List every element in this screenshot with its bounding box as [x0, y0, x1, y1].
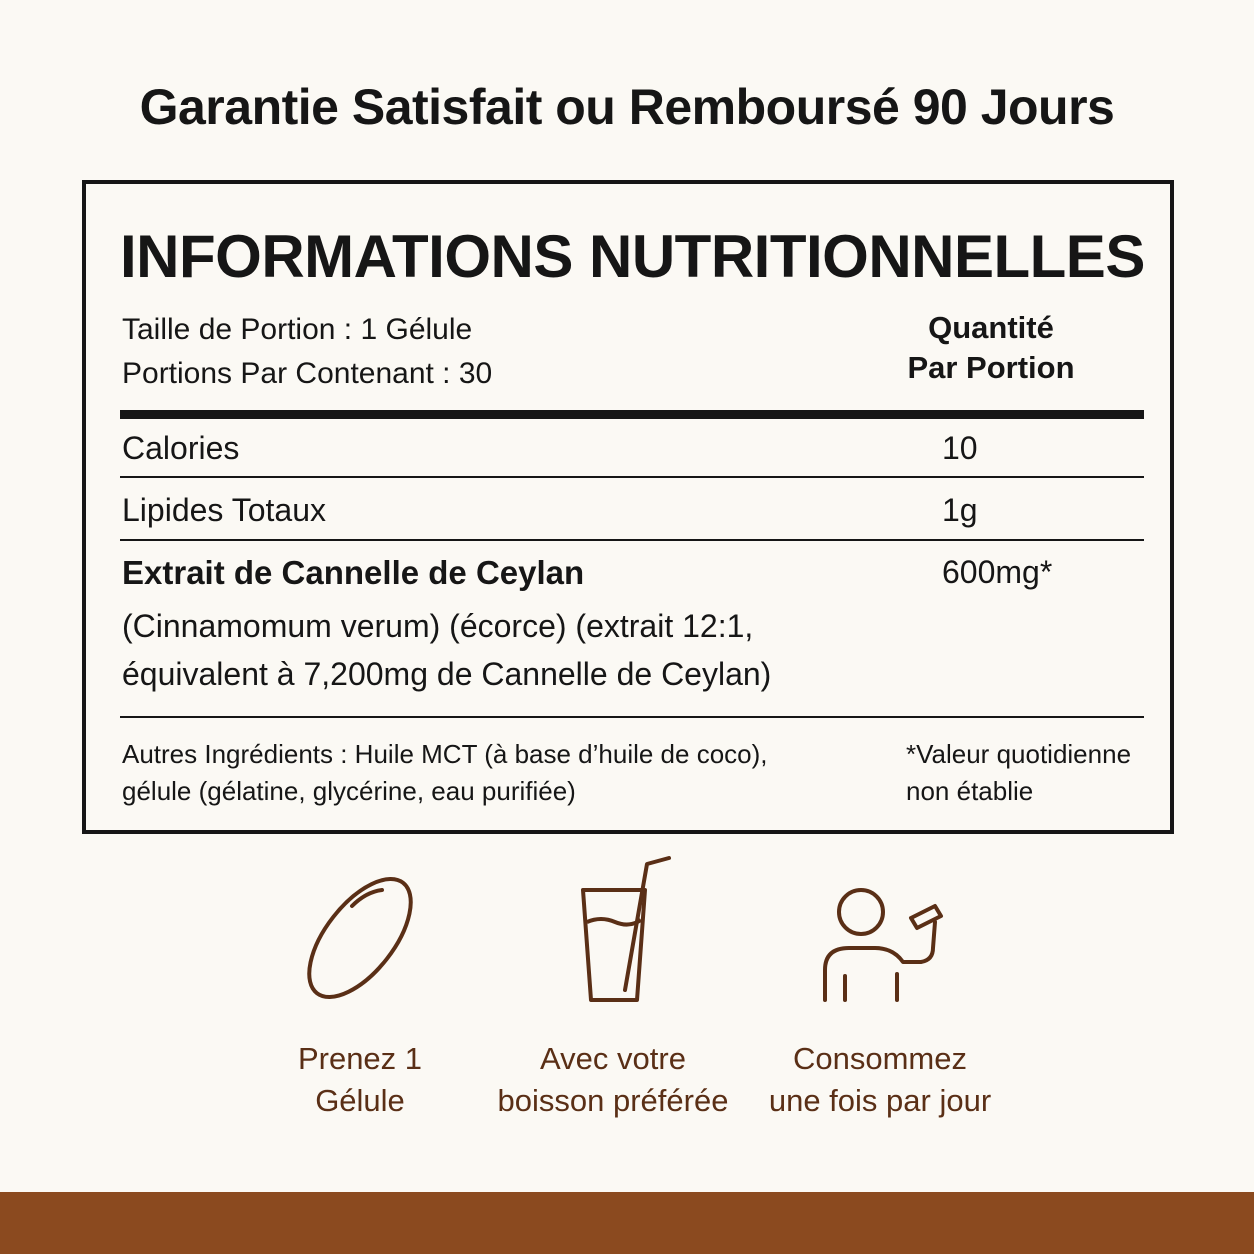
step-label-line1: Prenez 1	[297, 1041, 423, 1076]
amount-header-line1: Quantité	[928, 310, 1054, 345]
extract-description-line2: équivalent à 7,200mg de Cannelle de Ceylan)	[122, 656, 772, 692]
serving-info	[122, 308, 492, 396]
guarantee-headline: Garantie Satisfait ou Remboursé 90 Jours	[139, 79, 1115, 135]
step-once-daily	[730, 850, 1030, 1122]
bottom-color-bar	[0, 1192, 1254, 1254]
servings-per-container: Portions Par Contenant : 30	[122, 357, 493, 390]
panel-title: INFORMATIONS NUTRITIONNELLES	[120, 223, 1145, 290]
row-divider	[120, 476, 1144, 478]
calories-value: 10	[942, 430, 978, 466]
other-ingredients	[122, 736, 882, 810]
other-ingredients-line2: gélule (gélatine, glycérine, eau purifiée)	[122, 776, 576, 806]
daily-value-note	[906, 736, 1166, 810]
daily-value-note-line1: *Valeur quotidienne	[906, 739, 1132, 769]
row-divider	[120, 539, 1144, 541]
step-label-line2: boisson préférée	[497, 1083, 729, 1118]
step-label	[463, 1038, 763, 1122]
step-label	[730, 1038, 1030, 1122]
thick-divider	[120, 410, 1144, 419]
capsule-icon	[290, 850, 430, 1010]
daily-value-note-line2: non établie	[906, 776, 1034, 806]
nutrition-facts-panel	[82, 180, 1174, 834]
step-label-line2: Gélule	[315, 1083, 405, 1118]
total-fat-value: 1g	[942, 492, 978, 528]
step-label-line1: Consommez	[793, 1041, 967, 1076]
calories-label: Calories	[122, 430, 240, 466]
usage-steps	[0, 850, 1254, 1120]
extract-description	[122, 602, 882, 698]
section-divider	[120, 716, 1144, 718]
total-fat-label: Lipides Totaux	[122, 492, 326, 528]
step-with-drink	[463, 850, 763, 1122]
step-label-line1: Avec votre	[540, 1041, 686, 1076]
extract-name: Extrait de Cannelle de Ceylan	[122, 554, 585, 591]
step-label-line2: une fois par jour	[768, 1083, 992, 1118]
person-drinking-icon	[805, 850, 955, 1010]
amount-header-line2: Par Portion	[907, 350, 1075, 385]
other-ingredients-line1: Autres Ingrédients : Huile MCT (à base d’huile de coco),	[122, 739, 768, 769]
serving-size: Taille de Portion : 1 Gélule	[122, 313, 473, 346]
amount-per-serving-header	[876, 308, 1106, 388]
extract-value: 600mg*	[942, 554, 1053, 590]
drink-glass-icon	[543, 850, 683, 1010]
extract-description-line1: (Cinnamomum verum) (écorce) (extrait 12:1,	[122, 608, 754, 644]
